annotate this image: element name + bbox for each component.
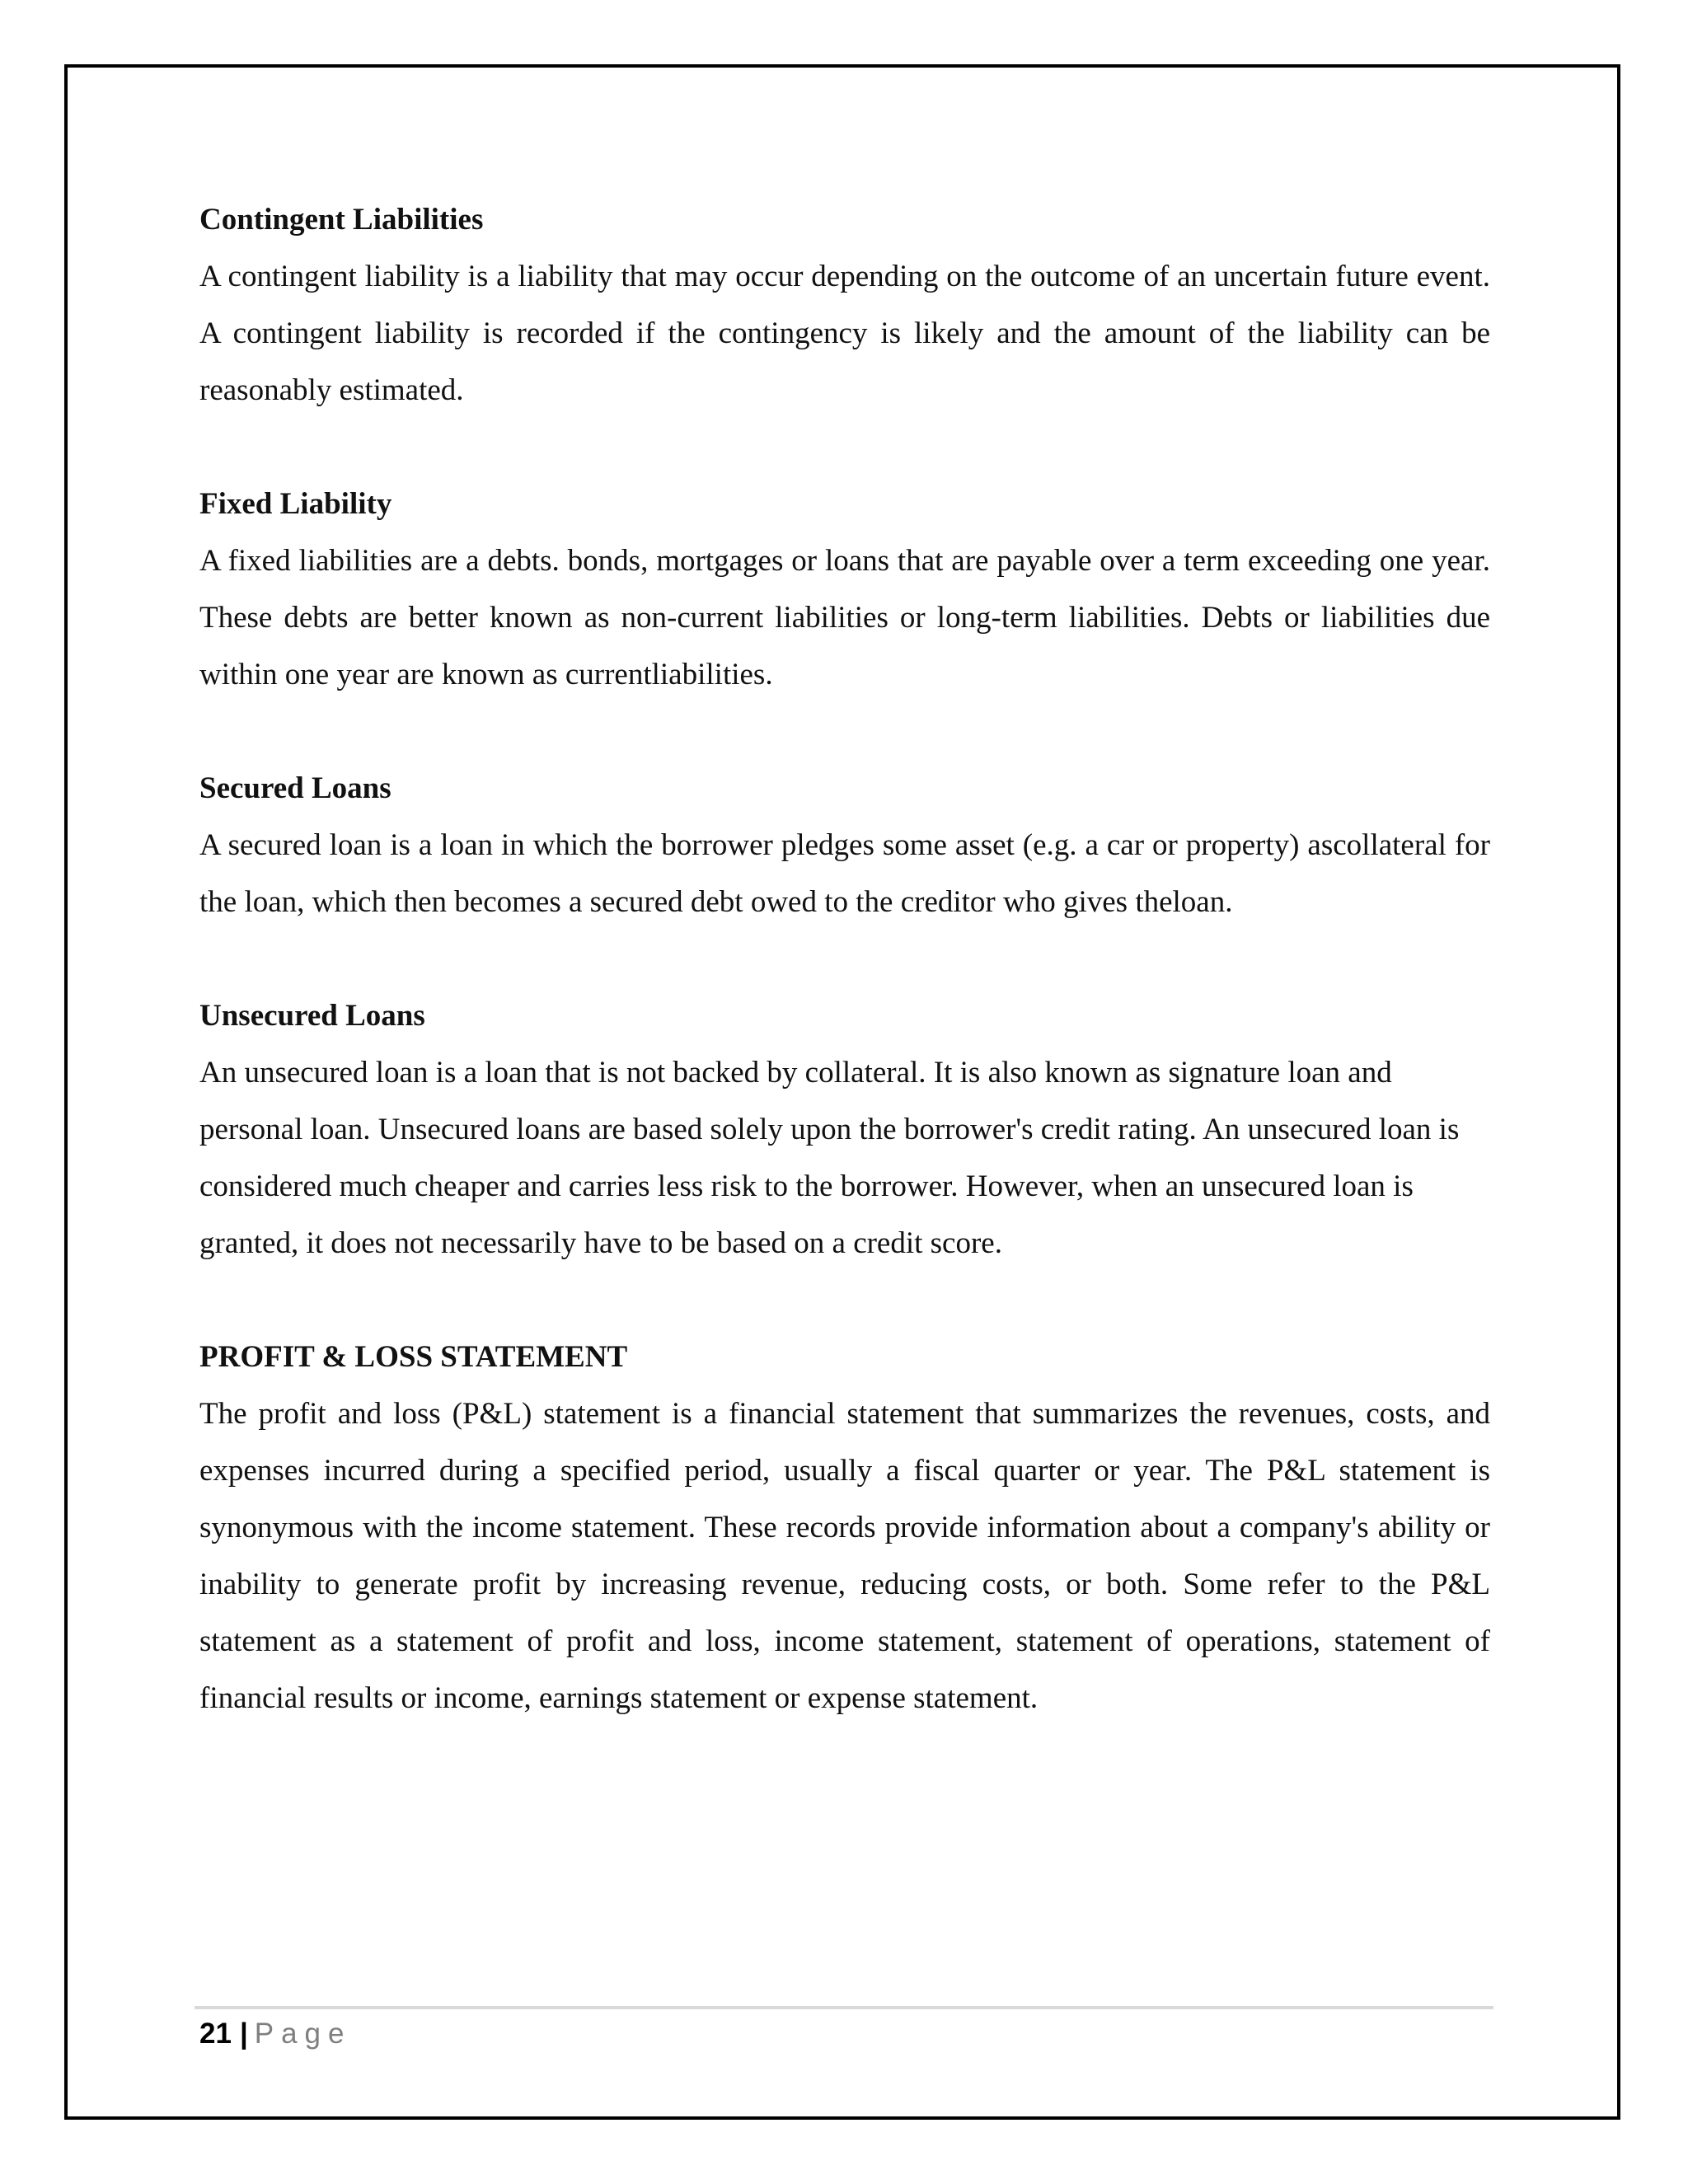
section-profit-loss-statement <box>199 1329 1490 1727</box>
section-paragraph: The profit and loss (P&L) statement is a financial statement that summarizes the revenues, costs, and expenses incurred during a specified period, usually a fiscal quarter or year. The P&L statement is synonymous with the income statement. These records provide information about a company's ability or inability to generate profit by increasing revenue, reducing costs, or both. Some refer to the P&L statement as a statement of profit and loss, income statement, statement of operations, statement of financial results or income, earnings statement or expense statement. <box>199 1397 1490 1715</box>
section-contingent-liabilities <box>199 191 1490 419</box>
section-fixed-liability <box>199 476 1490 703</box>
section-heading: Contingent Liabilities <box>199 203 484 237</box>
footer-divider <box>195 2006 1493 2009</box>
section-paragraph: A contingent liability is a liability that may occur depending on the outcome of an uncertain future event. A contingent liability is recorded if the contingency is likely and the amount of the liability can be reasonably estimated. <box>199 260 1490 407</box>
section-unsecured-loans <box>199 987 1490 1272</box>
page-separator: | <box>239 2018 248 2050</box>
section-paragraph: A fixed liabilities are a debts. bonds, mortgages or loans that are payable over a term exceeding one year. These debts are better known as non-current liabilities or long-term liabilities. Debts or liabilities due within one year are known as currentliabilities. <box>199 544 1490 691</box>
page-body <box>199 191 1490 1783</box>
section-heading: Secured Loans <box>199 771 392 805</box>
page-label: Page <box>254 2018 352 2050</box>
page-footer <box>199 2013 351 2055</box>
page-number: 21 <box>199 2018 232 2050</box>
section-heading: Unsecured Loans <box>199 999 425 1033</box>
section-secured-loans <box>199 760 1490 930</box>
section-heading: PROFIT & LOSS STATEMENT <box>199 1340 628 1374</box>
section-paragraph: An unsecured loan is a loan that is not backed by collateral. It is also known as signature loan and personal loan. Unsecured loans are based solely upon the borrower's credit rating. An unsecured loan is considered much cheaper and carries less risk to the borrower. However, when an unsecured loan is granted, it does not necessarily have to be based on a credit score. <box>199 1056 1460 1260</box>
section-heading: Fixed Liability <box>199 487 392 521</box>
section-paragraph: A secured loan is a loan in which the borrower pledges some asset (e.g. a car or property) ascollateral for the loan, which then becomes a secured debt owed to the creditor who gives theloan. <box>199 828 1490 919</box>
